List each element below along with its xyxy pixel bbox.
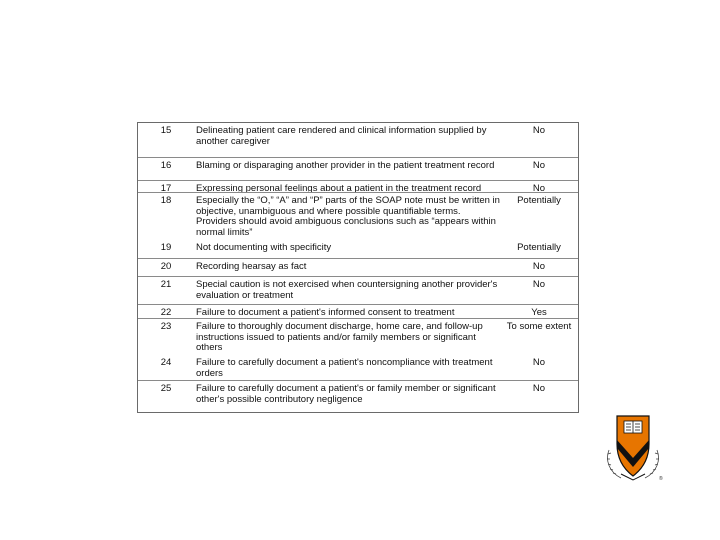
- table-row: [138, 192, 578, 240]
- table-row: [138, 276, 578, 304]
- row-number: 19: [160, 242, 172, 253]
- row-answer: No: [532, 383, 546, 394]
- row-answer: Potentially: [517, 242, 561, 253]
- table-row: [138, 240, 578, 258]
- row-number: 17: [160, 183, 172, 194]
- row-answer: Yes: [531, 307, 547, 318]
- row-answer: To some extent: [506, 321, 572, 332]
- row-answer: No: [532, 160, 546, 171]
- table-row: [138, 180, 578, 192]
- row-description: Failure to carefully document a patient's noncompliance with treatment orders: [196, 357, 493, 379]
- row-description: Expressing personal feelings about a patient in the treatment record: [196, 183, 482, 194]
- row-description: Blaming or disparaging another provider in the patient treatment record: [196, 160, 495, 171]
- row-number: 16: [160, 160, 172, 171]
- row-number: 21: [160, 279, 172, 290]
- row-number: 22: [160, 307, 172, 318]
- row-number: 24: [160, 357, 172, 368]
- row-answer: No: [532, 183, 546, 194]
- row-description: Special caution is not exercised when countersigning another provider's evaluation or treatment: [196, 279, 498, 301]
- row-answer: No: [532, 125, 546, 136]
- row-answer: No: [532, 279, 546, 290]
- row-description: Especially the “O,” “A” and “P” parts of the SOAP note must be written in objective, unambiguous and where possible quantifiable terms. Providers should avoid ambiguous conclusions such as “appears within normal limits”: [196, 195, 500, 238]
- table-row: [138, 355, 578, 380]
- row-description: Delineating patient care rendered and clinical information supplied by another caregiver: [196, 125, 487, 147]
- table-row: [138, 123, 578, 157]
- row-description: Recording hearsay as fact: [196, 261, 307, 272]
- row-description: Failure to document a patient's informed consent to treatment: [196, 307, 455, 318]
- row-description: Not documenting with specificity: [196, 242, 332, 253]
- table-row: [138, 304, 578, 318]
- row-number: 18: [160, 195, 172, 206]
- row-number: 15: [160, 125, 172, 136]
- svg-text:®: ®: [659, 476, 663, 482]
- princeton-shield-icon: [603, 410, 663, 482]
- table-row: [138, 380, 578, 414]
- table-row: [138, 157, 578, 180]
- row-number: 23: [160, 321, 172, 332]
- checklist-table: [137, 122, 579, 413]
- row-description: Failure to carefully document a patient's or family member or significant other's possible contributory negligence: [196, 383, 496, 405]
- row-answer: No: [532, 357, 546, 368]
- row-number: 20: [160, 261, 172, 272]
- row-description: Failure to thoroughly document discharge, home care, and follow-up instructions issued to patients and/or family members or significant others: [196, 321, 483, 353]
- row-answer: Potentially: [517, 195, 561, 206]
- table-row: [138, 318, 578, 355]
- row-number: 25: [160, 383, 172, 394]
- table-row: [138, 258, 578, 276]
- row-answer: No: [532, 261, 546, 272]
